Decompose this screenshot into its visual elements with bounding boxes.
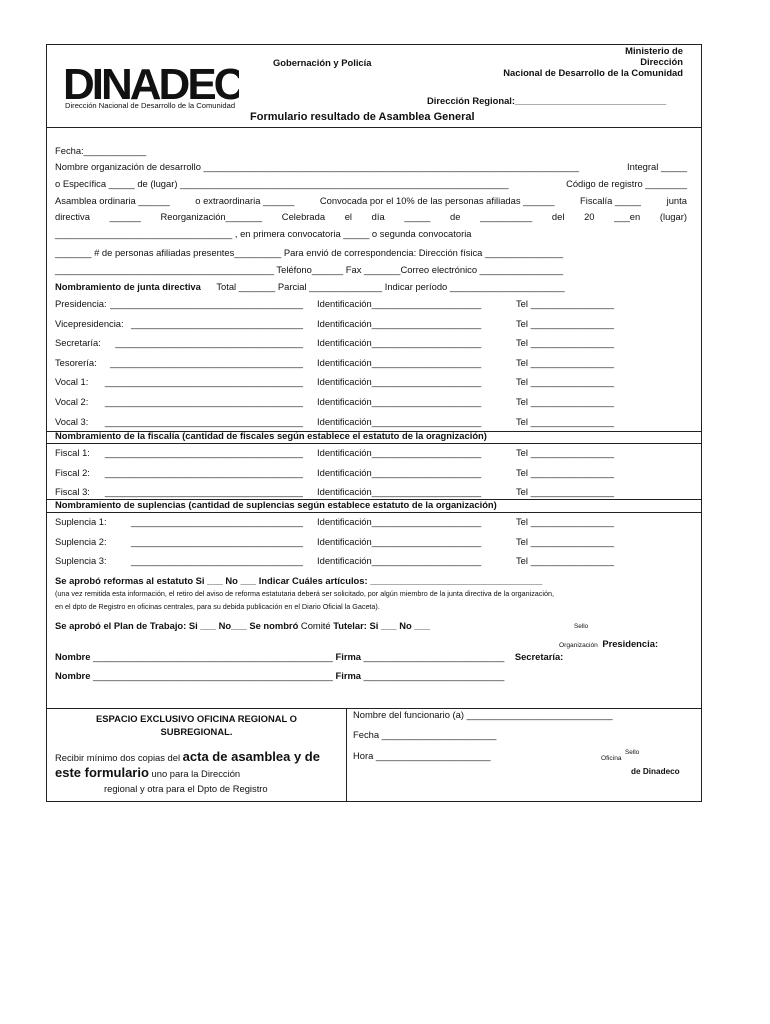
ministry-line-1: Ministerio de xyxy=(625,45,683,56)
nombre-row-1 xyxy=(55,651,563,662)
text-lugar: (lugar) xyxy=(659,211,687,222)
fiscalia-title: Nombramiento de la fiscalía (cantidad de fiscales según establece el estatuto de la oragnización) xyxy=(55,430,487,441)
firma-field-2[interactable]: ___________________________ xyxy=(363,670,505,681)
junta-row xyxy=(55,416,88,427)
plan-trabajo-field[interactable] xyxy=(55,620,430,631)
form-page xyxy=(46,44,702,802)
junta-name-field[interactable]: ____________________________________ xyxy=(115,337,303,349)
nombre-row-2 xyxy=(55,670,504,681)
logo-wordmark: DINADEC xyxy=(63,60,239,107)
junta-identificacion-field[interactable]: Identificación_____________________ xyxy=(317,356,482,368)
text-de: de xyxy=(450,211,461,222)
asamblea-type-row xyxy=(55,195,687,206)
fecha-field[interactable]: Fecha:____________ xyxy=(55,145,147,156)
reformas-note-1: (una vez remitida esta información, el retiro del aviso de reforma estatutaria deberá ser solicitado, por algún miembro de la junta directiva de la organización, xyxy=(55,589,554,598)
firma-label-2: Firma xyxy=(335,670,362,681)
junta-identificacion-field[interactable]: Identificación_____________________ xyxy=(317,396,482,407)
regional-field[interactable]: Dirección Regional:_____________________________ xyxy=(427,95,667,106)
suplencia-identificacion-field[interactable]: Identificación_____________________ xyxy=(317,555,482,567)
reorganizacion-field[interactable]: Reorganización_______ xyxy=(160,211,263,222)
suplencia-tel-field[interactable]: Tel ________________ xyxy=(516,535,615,547)
firma-label-1: Firma xyxy=(335,651,362,662)
recibir-text-big2: este formulario xyxy=(55,765,149,780)
page-title: Formulario resultado de Asamblea General xyxy=(250,111,475,123)
asamblea-ordinaria-field[interactable]: Asamblea ordinaria ______ xyxy=(55,195,170,206)
firma-field-1[interactable]: ___________________________ xyxy=(363,651,505,662)
junta-identificacion-field[interactable]: Identificación_____________________ xyxy=(317,415,482,427)
sello-org-label: Organización xyxy=(559,642,598,649)
sello-presidencia xyxy=(559,634,658,652)
plan-text-a: Se aprobó xyxy=(55,620,101,631)
junta-tel-field[interactable]: Tel ________________ xyxy=(516,376,615,388)
fiscal-row xyxy=(55,467,90,478)
fiscalia-divider-2 xyxy=(47,443,701,444)
directiva-field[interactable]: ______ xyxy=(109,211,141,222)
bottom-vertical-divider xyxy=(346,708,347,801)
contacto-field[interactable]: __________________________________________ Teléfono______ Fax _______Correo electrónico ________________ xyxy=(55,264,564,275)
recibir-text-a: Recibir mínimo dos copias del xyxy=(55,752,183,763)
suplencia-name-field[interactable]: _________________________________ xyxy=(130,516,303,527)
fecha-recibido-field[interactable]: Fecha ______________________ xyxy=(353,729,497,740)
text-directiva: directiva xyxy=(55,211,90,222)
recibir-text-b: uno para la Dirección xyxy=(148,768,241,779)
convocada-field[interactable]: Convocada por el 10% de las personas afiliadas ______ xyxy=(319,195,555,206)
org-name-field[interactable]: Nombre organización de desarrollo ________________________________________________________________________ xyxy=(55,161,579,172)
suplencia-tel-field[interactable]: Tel ________________ xyxy=(516,555,615,567)
funcionario-field[interactable]: Nombre del funcionario (a) ____________________________ xyxy=(353,709,613,720)
junta-name-field[interactable]: _____________________________________ xyxy=(110,356,303,368)
suplencia-row xyxy=(55,536,107,547)
reformas-field[interactable]: Se aprobó reformas al estatuto Si ___ No ___ Indicar Cuáles artículos: _________________________________ xyxy=(55,575,543,586)
text-el: el xyxy=(344,211,352,222)
sello-oficina-label: Sello xyxy=(625,749,640,756)
asamblea-extraordinaria-field[interactable]: o extraordinaria ______ xyxy=(195,195,295,206)
integral-field[interactable]: Integral _____ xyxy=(627,161,687,172)
fiscal-identificacion-field[interactable]: Identificación_____________________ xyxy=(317,447,482,458)
junta-tel-field[interactable]: Tel ________________ xyxy=(516,356,615,368)
fiscal-name-field[interactable]: ______________________________________ xyxy=(104,447,303,458)
junta-label: Vocal 1: xyxy=(55,376,89,388)
ministry-line-3: Nacional de Desarrollo de la Comunidad xyxy=(503,67,683,78)
junta-label: Secretaría: xyxy=(55,337,101,349)
plan-text-c: Comité xyxy=(298,620,334,631)
nombre-field-1[interactable]: ______________________________________________ xyxy=(93,651,333,662)
fiscal-identificacion-field[interactable]: Identificación_____________________ xyxy=(317,486,482,498)
celebrada-row xyxy=(55,211,687,222)
fiscal-tel-field[interactable]: Tel ________________ xyxy=(516,466,615,478)
fiscal-name-field[interactable]: ______________________________________ xyxy=(104,486,303,498)
junta-name-field[interactable]: ______________________________________ xyxy=(104,376,303,388)
text-dia: día xyxy=(371,211,385,222)
suplencia-label: Suplencia 3: xyxy=(55,555,107,567)
espacio-line-1: ESPACIO EXCLUSIVO OFICINA REGIONAL O xyxy=(96,713,297,724)
suplencia-identificacion-field[interactable]: Identificación_____________________ xyxy=(317,535,482,547)
junta-identificacion-field[interactable]: Identificación_____________________ xyxy=(317,298,482,309)
suplencia-row xyxy=(55,516,107,527)
junta-identificacion-field[interactable]: Identificación_____________________ xyxy=(317,337,482,349)
logo-subtitle: Dirección Nacional de Desarrollo de la Comunidad xyxy=(65,101,236,110)
suplencias-title: Nombramiento de suplencias (cantidad de suplencias según establece estatuto de la organización) xyxy=(55,499,497,510)
sello-label: Sello xyxy=(574,623,589,630)
convocatoria-field[interactable]: __________________________________ , en primera convocatoria _____ o segunda convocatoria xyxy=(55,228,472,239)
suplencia-name-field[interactable]: _________________________________ xyxy=(130,535,303,547)
junta-tel-field[interactable]: Tel ________________ xyxy=(516,298,615,309)
nombre-label-1: Nombre xyxy=(55,651,91,662)
fiscal-identificacion-field[interactable]: Identificación_____________________ xyxy=(317,466,482,478)
reformas-note-2: en el dpto de Registro en oficinas centrales, para su debida publicación en el Diario Oficial la Gaceta). xyxy=(55,602,380,611)
recibir-text-c: regional y otra para el Dpto de Registro xyxy=(104,783,268,794)
header-divider xyxy=(47,127,701,128)
text-celebrada: Celebrada xyxy=(281,211,326,222)
junta-word: junta xyxy=(666,195,687,206)
text-del: del xyxy=(551,211,565,222)
fiscal-label: Fiscal 1: xyxy=(55,447,90,458)
junta-identificacion-field[interactable]: Identificación_____________________ xyxy=(317,317,482,329)
recibir-instructions xyxy=(55,749,320,796)
suplencia-name-field[interactable]: _________________________________ xyxy=(130,555,303,567)
junta-name-field[interactable]: ______________________________________ xyxy=(104,396,303,407)
junta-total-parcial[interactable]: Total _______ Parcial ______________ Indicar período ______________________ xyxy=(216,281,565,292)
junta-label: Tesorería: xyxy=(55,356,97,368)
mes-field[interactable]: __________ xyxy=(480,211,533,222)
espacio-exclusivo-label xyxy=(47,712,346,738)
fiscal-label: Fiscal 3: xyxy=(55,486,90,498)
junta-row xyxy=(55,318,124,329)
junta-label: Vocal 2: xyxy=(55,396,89,407)
junta-tel-field[interactable]: Tel ________________ xyxy=(516,317,615,329)
hora-field[interactable]: Hora ______________________ xyxy=(353,750,491,761)
fiscal-name-field[interactable]: ______________________________________ xyxy=(104,466,303,478)
fiscal-row xyxy=(55,486,90,497)
dia-field[interactable]: _____ xyxy=(404,211,431,222)
junta-row xyxy=(55,357,97,368)
junta-tel-field[interactable]: Tel ________________ xyxy=(516,396,615,407)
junta-name-field[interactable]: ______________________________________ xyxy=(104,415,303,427)
anio-field[interactable]: ___en xyxy=(614,211,641,222)
de-dinadeco-label: de Dinadeco xyxy=(631,767,680,776)
suplencia-row xyxy=(55,555,107,566)
junta-name-field[interactable]: _____________________________________ xyxy=(110,298,303,309)
fiscal-row xyxy=(55,447,90,458)
suplencia-tel-field[interactable]: Tel ________________ xyxy=(516,516,615,527)
nombre-field-2[interactable]: ______________________________________________ xyxy=(93,670,333,681)
suplencia-label: Suplencia 2: xyxy=(55,535,107,547)
junta-label: Vicepresidencia: xyxy=(55,317,124,329)
junta-label: Vocal 3: xyxy=(55,415,89,427)
junta-row xyxy=(55,298,107,309)
secretaria-label: Secretaría: xyxy=(514,651,564,662)
presidencia-label: Presidencia: xyxy=(602,638,659,649)
junta-title: Nombramiento de junta directiva xyxy=(55,281,201,292)
espacio-line-2: SUBREGIONAL. xyxy=(160,726,233,737)
text-20: 20 xyxy=(584,211,595,222)
fiscalia-field[interactable]: Fiscalía _____ xyxy=(580,195,642,206)
fiscal-tel-field[interactable]: Tel ________________ xyxy=(516,486,615,498)
junta-row xyxy=(55,396,88,407)
plan-text-b: el Plan de Trabajo: Si ___ No___ Se nombró xyxy=(100,620,299,631)
junta-tel-field[interactable]: Tel ________________ xyxy=(516,415,615,427)
suplencia-identificacion-field[interactable]: Identificación_____________________ xyxy=(317,516,482,527)
junta-row xyxy=(55,376,88,387)
junta-header xyxy=(55,281,565,292)
junta-row xyxy=(55,337,101,348)
dinadeco-logo-mark xyxy=(61,55,239,107)
suplencia-label: Suplencia 1: xyxy=(55,516,107,527)
plan-text-d: Tutelar: Si ___ No ___ xyxy=(333,620,430,631)
junta-tel-field[interactable]: Tel ________________ xyxy=(516,337,615,349)
fiscal-label: Fiscal 2: xyxy=(55,466,90,478)
especifica-field[interactable]: o Específica _____ de (lugar) _______________________________________________________________ xyxy=(55,178,509,189)
suplencias-divider-2 xyxy=(47,512,701,513)
codigo-registro-field[interactable]: Código de registro ________ xyxy=(566,178,687,189)
nombre-label-2: Nombre xyxy=(55,670,91,681)
oficina-label: Oficina xyxy=(601,755,622,762)
recibir-text-big: acta de asamblea y de xyxy=(182,749,320,764)
junta-name-field[interactable]: _________________________________ xyxy=(130,317,303,329)
gobernacion-label: Gobernación y Policía xyxy=(273,57,372,68)
junta-label: Presidencia: xyxy=(55,298,107,309)
junta-identificacion-field[interactable]: Identificación_____________________ xyxy=(317,376,482,388)
ministry-line-2: Dirección xyxy=(640,56,683,67)
personas-field[interactable]: _______ # de personas afiliadas presentes_________ Para envió de correspondencia: Dirección física _______________ xyxy=(55,247,564,258)
ministry-block xyxy=(503,45,683,78)
fiscal-tel-field[interactable]: Tel ________________ xyxy=(516,447,615,458)
